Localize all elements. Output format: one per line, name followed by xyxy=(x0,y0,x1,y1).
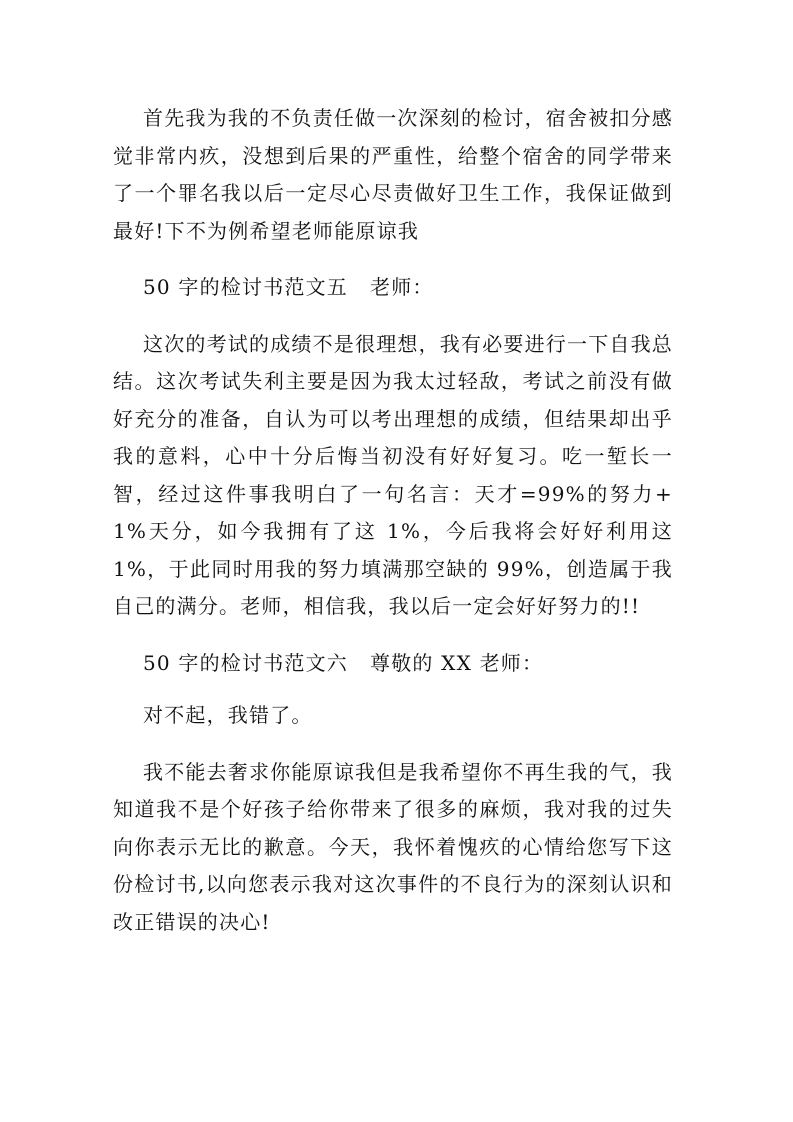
paragraph-apology-dormitory: 首先我为我的不负责任做一次深刻的检讨，宿舍被扣分感觉非常内疚，没想到后果的严重性，给整个宿舍的同学带来了一个罪名我以后一定尽心尽责做好卫生工作，我保证做到最好!下不为例希望老师能原谅我 xyxy=(113,106,673,243)
document-body xyxy=(113,100,673,941)
salutation-five: 老师： xyxy=(370,275,434,299)
paragraph-sorry: 对不起，我错了。 xyxy=(143,703,313,727)
section-heading-six xyxy=(113,645,673,683)
section-heading-five xyxy=(113,269,673,307)
paragraph-apology-teacher: 我不能去奢求你能原谅我但是我希望你不再生我的气，我知道我不是个好孩子给你带来了很多的麻烦，我对我的过失向你表示无比的歉意。今天，我怀着愧疚的心情给您写下这份检讨书,以向您表示我对这次事件的不良行为的深刻认识和改正错误的决心! xyxy=(113,759,673,934)
section-title-six: 50 字的检讨书范文六 xyxy=(143,650,349,675)
paragraph-exam-reflection: 这次的考试的成绩不是很理想，我有必要进行一下自我总结。这次考试失利主要是因为我太过轻敌，考试之前没有做好充分的准备，自认为可以考出理想的成绩，但结果却出乎我的意料，心中十分后悔当初没有好好复习。吃一堑长一智，经过这件事我明白了一句名言：天才=99%的努力+1%天分，如今我拥有了这 1%，今后我将会好好利用这 1%，于此同时用我的努力填满那空缺的 99%，创造属于我自己的满分。老师，相信我，我以后一定会好好努力的!! xyxy=(113,331,673,618)
salutation-six: 尊敬的 XX 老师： xyxy=(370,650,544,675)
section-title-five: 50 字的检讨书范文五 xyxy=(143,275,349,299)
